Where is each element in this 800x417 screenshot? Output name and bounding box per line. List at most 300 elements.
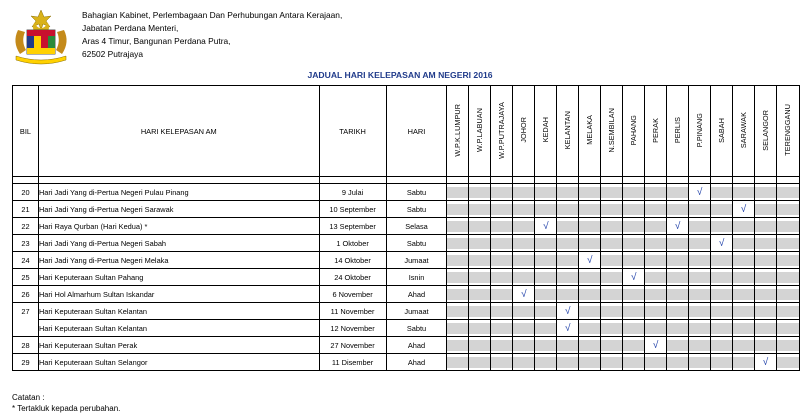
table-row — [13, 218, 800, 235]
state-cell — [579, 201, 601, 218]
shaded-cell — [513, 221, 534, 232]
shaded-cell — [535, 289, 556, 300]
state-cell — [776, 337, 799, 354]
state-label: SARAWAK — [739, 111, 749, 149]
holiday-day: Sabtu — [386, 320, 447, 337]
shaded-cell — [535, 306, 556, 317]
shaded-cell — [601, 306, 622, 317]
state-cell — [557, 184, 579, 201]
state-cell — [491, 235, 513, 252]
shaded-cell — [557, 238, 578, 249]
notes — [12, 392, 120, 414]
shaded-cell — [557, 221, 578, 232]
state-cell — [645, 218, 667, 235]
state-label: W.P.PUTRAJAYA — [497, 101, 507, 159]
state-cell — [601, 201, 623, 218]
state-cell — [755, 286, 777, 303]
shaded-cell — [667, 357, 688, 368]
state-cell — [601, 184, 623, 201]
shaded-cell — [667, 187, 688, 198]
shaded-cell — [601, 340, 622, 351]
check-mark-icon: √ — [565, 322, 571, 334]
state-cell — [469, 252, 491, 269]
shaded-cell — [535, 255, 556, 266]
state-cell — [623, 337, 645, 354]
holiday-date: 1 Oktober — [319, 235, 386, 252]
holiday-date: 6 November — [319, 286, 386, 303]
state-cell — [733, 337, 755, 354]
shaded-cell — [777, 187, 799, 198]
state-cell — [623, 286, 645, 303]
shaded-cell — [755, 255, 776, 266]
shaded-cell — [579, 306, 600, 317]
shaded-cell — [623, 357, 644, 368]
check-mark-icon: √ — [587, 254, 593, 266]
state-cell — [579, 184, 601, 201]
shaded-cell — [777, 221, 799, 232]
state-cell — [733, 252, 755, 269]
state-cell — [447, 252, 469, 269]
state-label: KELANTAN — [563, 110, 573, 150]
spacer-cell — [711, 177, 733, 184]
shaded-cell — [579, 289, 600, 300]
state-cell — [711, 201, 733, 218]
header-state-w-p-labuan — [469, 86, 491, 177]
shaded-cell — [469, 221, 490, 232]
state-cell — [557, 354, 579, 371]
state-cell — [689, 235, 711, 252]
state-label: W.P.LABUAN — [475, 107, 485, 152]
check-mark-icon: √ — [718, 237, 725, 249]
shaded-cell — [645, 272, 666, 283]
state-cell — [667, 184, 689, 201]
state-cell — [469, 337, 491, 354]
shaded-cell — [777, 204, 799, 215]
shaded-cell — [469, 238, 490, 249]
shaded-cell — [469, 289, 490, 300]
spacer-cell — [667, 177, 689, 184]
state-cell — [535, 218, 557, 235]
shaded-cell — [469, 323, 490, 334]
shaded-cell — [491, 323, 512, 334]
table-header-row — [13, 86, 800, 177]
shaded-cell — [777, 323, 799, 334]
shaded-cell — [601, 255, 622, 266]
state-label: N.SEMBILAN — [607, 107, 617, 153]
state-cell — [513, 320, 535, 337]
shaded-cell — [755, 221, 776, 232]
header-day: HARI — [386, 86, 447, 177]
shaded-cell — [579, 204, 600, 215]
state-cell — [557, 252, 579, 269]
shaded-cell — [469, 306, 490, 317]
state-cell — [711, 252, 733, 269]
shaded-cell — [491, 221, 512, 232]
spacer-cell — [601, 177, 623, 184]
state-cell — [557, 218, 579, 235]
shaded-cell — [777, 306, 799, 317]
state-cell — [755, 252, 777, 269]
holiday-date: 24 Oktober — [319, 269, 386, 286]
shaded-cell — [447, 255, 468, 266]
state-cell — [557, 337, 579, 354]
shaded-cell — [447, 306, 468, 317]
state-cell — [623, 201, 645, 218]
check-mark-icon: √ — [652, 339, 659, 351]
shaded-cell — [535, 357, 556, 368]
state-label: SELANGOR — [761, 109, 770, 151]
state-cell — [623, 252, 645, 269]
shaded-cell — [491, 272, 512, 283]
shaded-cell — [447, 204, 468, 215]
check-mark-icon: √ — [696, 186, 703, 198]
shaded-cell — [711, 187, 732, 198]
state-cell — [601, 337, 623, 354]
state-cell — [579, 354, 601, 371]
state-label: W.P.K.LUMPUR — [453, 103, 463, 157]
shaded-cell — [733, 340, 754, 351]
shaded-cell — [733, 238, 754, 249]
state-cell — [579, 320, 601, 337]
shaded-cell — [469, 357, 490, 368]
state-cell — [689, 337, 711, 354]
spacer-cell — [491, 177, 513, 184]
shaded-cell — [535, 204, 556, 215]
shaded-cell — [689, 323, 710, 334]
state-cell — [491, 320, 513, 337]
holiday-day: Ahad — [386, 337, 447, 354]
holiday-name: Hari Raya Qurban (Hari Kedua) * — [38, 218, 319, 235]
table-row — [13, 235, 800, 252]
shaded-cell — [513, 306, 534, 317]
shaded-cell — [755, 340, 776, 351]
holiday-date: 11 November — [319, 303, 386, 320]
table-row — [13, 320, 800, 337]
state-cell — [535, 184, 557, 201]
holiday-day: Jumaat — [386, 252, 447, 269]
shaded-cell — [623, 255, 644, 266]
state-cell — [689, 303, 711, 320]
spacer-cell — [689, 177, 711, 184]
state-cell — [491, 201, 513, 218]
holiday-name: Hari Jadi Yang di-Pertua Negeri Melaka — [38, 252, 319, 269]
holiday-date: 14 Oktober — [319, 252, 386, 269]
state-cell — [645, 354, 667, 371]
state-cell — [557, 269, 579, 286]
holiday-day: Isnin — [386, 269, 447, 286]
shaded-cell — [623, 306, 644, 317]
table-row — [13, 337, 800, 354]
state-cell — [776, 218, 799, 235]
check-mark-icon: √ — [521, 288, 527, 300]
shaded-cell — [667, 306, 688, 317]
state-cell — [645, 252, 667, 269]
shaded-cell — [689, 289, 710, 300]
header-state-perlis — [667, 86, 689, 177]
shaded-cell — [513, 204, 534, 215]
state-cell — [535, 269, 557, 286]
notes-item: * Tertakluk kepada perubahan. — [12, 404, 121, 413]
state-cell — [776, 303, 799, 320]
state-label: PERLIS — [673, 116, 683, 144]
holiday-name: Hari Jadi Yang di-Pertua Negeri Sabah — [38, 235, 319, 252]
shaded-cell — [447, 340, 468, 351]
shaded-cell — [711, 289, 732, 300]
state-cell — [623, 218, 645, 235]
spacer-cell — [776, 177, 799, 184]
shaded-cell — [579, 323, 600, 334]
spacer-row — [13, 177, 800, 184]
state-cell — [535, 354, 557, 371]
notes-label: Catatan : — [12, 393, 45, 402]
shaded-cell — [733, 187, 754, 198]
shaded-cell — [645, 187, 666, 198]
holiday-name: Hari Keputeraan Sultan Kelantan — [38, 303, 319, 320]
state-cell — [733, 235, 755, 252]
shaded-cell — [513, 255, 534, 266]
shaded-cell — [733, 272, 754, 283]
holiday-date: 13 September — [319, 218, 386, 235]
address-line: 62502 Putrajaya — [82, 49, 143, 59]
holiday-day: Selasa — [386, 218, 447, 235]
state-cell — [645, 201, 667, 218]
state-cell — [755, 337, 777, 354]
state-cell — [469, 184, 491, 201]
shaded-cell — [623, 187, 644, 198]
state-cell — [776, 252, 799, 269]
shaded-cell — [469, 340, 490, 351]
shaded-cell — [579, 272, 600, 283]
shaded-cell — [557, 289, 578, 300]
state-cell — [579, 252, 601, 269]
header-state-selangor — [755, 86, 777, 177]
shaded-cell — [689, 357, 710, 368]
state-label: SABAH — [717, 117, 727, 143]
state-cell — [557, 320, 579, 337]
shaded-cell — [667, 204, 688, 215]
shaded-cell — [535, 340, 556, 351]
state-cell — [776, 269, 799, 286]
shaded-cell — [579, 340, 600, 351]
row-number: 21 — [13, 201, 39, 218]
holiday-name: Hari Keputeraan Sultan Kelantan — [38, 320, 319, 337]
shaded-cell — [447, 323, 468, 334]
row-number: 26 — [13, 286, 39, 303]
shaded-cell — [579, 238, 600, 249]
shaded-cell — [755, 238, 776, 249]
state-cell — [776, 286, 799, 303]
state-cell — [557, 235, 579, 252]
shaded-cell — [513, 357, 534, 368]
shaded-cell — [579, 357, 600, 368]
state-cell — [689, 201, 711, 218]
state-cell — [491, 184, 513, 201]
state-cell — [733, 354, 755, 371]
header-state-perak — [645, 86, 667, 177]
shaded-cell — [755, 272, 776, 283]
state-cell — [689, 252, 711, 269]
state-cell — [711, 269, 733, 286]
state-cell — [623, 303, 645, 320]
shaded-cell — [469, 272, 490, 283]
state-cell — [601, 303, 623, 320]
holiday-day: Jumaat — [386, 303, 447, 320]
state-label: JOHOR — [519, 117, 529, 143]
table-row — [13, 184, 800, 201]
row-number — [13, 320, 39, 337]
shaded-cell — [645, 255, 666, 266]
shaded-cell — [447, 272, 468, 283]
shaded-cell — [711, 340, 732, 351]
spacer-cell — [557, 177, 579, 184]
shaded-cell — [667, 289, 688, 300]
state-cell — [557, 201, 579, 218]
shaded-cell — [513, 323, 534, 334]
holiday-day: Ahad — [386, 354, 447, 371]
shaded-cell — [755, 204, 776, 215]
header-state-sarawak — [733, 86, 755, 177]
shaded-cell — [447, 221, 468, 232]
state-cell — [645, 269, 667, 286]
state-cell — [513, 337, 535, 354]
state-cell — [776, 235, 799, 252]
state-cell — [645, 184, 667, 201]
state-cell — [667, 286, 689, 303]
check-mark-icon: √ — [740, 203, 747, 215]
shaded-cell — [667, 238, 688, 249]
state-cell — [755, 218, 777, 235]
state-cell — [755, 303, 777, 320]
shaded-cell — [491, 255, 512, 266]
header-state-p-pinang — [689, 86, 711, 177]
state-cell — [733, 286, 755, 303]
shaded-cell — [491, 357, 512, 368]
state-cell — [513, 252, 535, 269]
table-row — [13, 269, 800, 286]
shaded-cell — [777, 289, 799, 300]
shaded-cell — [689, 238, 710, 249]
state-cell — [776, 320, 799, 337]
shaded-cell — [733, 255, 754, 266]
state-cell — [601, 269, 623, 286]
spacer-cell — [623, 177, 645, 184]
spacer-cell — [755, 177, 777, 184]
spacer-cell — [386, 177, 447, 184]
shaded-cell — [513, 187, 534, 198]
state-cell — [733, 184, 755, 201]
state-cell — [733, 201, 755, 218]
state-cell — [645, 286, 667, 303]
check-mark-icon: √ — [565, 305, 571, 317]
state-cell — [491, 337, 513, 354]
address-line: Aras 4 Timur, Bangunan Perdana Putra, — [82, 36, 231, 46]
check-mark-icon: √ — [674, 220, 681, 232]
check-mark-icon: √ — [630, 271, 637, 283]
state-cell — [755, 235, 777, 252]
state-cell — [579, 235, 601, 252]
state-cell — [776, 354, 799, 371]
shaded-cell — [645, 323, 666, 334]
state-cell — [733, 269, 755, 286]
state-cell — [491, 303, 513, 320]
state-cell — [601, 354, 623, 371]
spacer-cell — [13, 177, 39, 184]
state-cell — [645, 303, 667, 320]
shaded-cell — [645, 238, 666, 249]
holiday-date: 9 Julai — [319, 184, 386, 201]
shaded-cell — [557, 204, 578, 215]
state-cell — [601, 218, 623, 235]
row-number: 23 — [13, 235, 39, 252]
state-cell — [667, 235, 689, 252]
state-cell — [491, 252, 513, 269]
spacer-cell — [645, 177, 667, 184]
state-cell — [447, 235, 469, 252]
state-cell — [645, 320, 667, 337]
address-line: Bahagian Kabinet, Perlembagaan Dan Perhubungan Antara Kerajaan, — [82, 10, 343, 20]
state-cell — [667, 218, 689, 235]
state-cell — [513, 354, 535, 371]
shaded-cell — [733, 357, 754, 368]
state-cell — [535, 337, 557, 354]
state-cell — [579, 337, 601, 354]
state-cell — [733, 303, 755, 320]
header-date: TARIKH — [319, 86, 386, 177]
shaded-cell — [755, 323, 776, 334]
row-number: 20 — [13, 184, 39, 201]
state-cell — [513, 269, 535, 286]
state-cell — [689, 184, 711, 201]
state-cell — [513, 303, 535, 320]
state-cell — [711, 286, 733, 303]
holiday-name: Hari Keputeraan Sultan Selangor — [38, 354, 319, 371]
shaded-cell — [557, 255, 578, 266]
shaded-cell — [667, 272, 688, 283]
header-bil: BIL — [13, 86, 39, 177]
shaded-cell — [557, 357, 578, 368]
holiday-schedule-table — [12, 85, 800, 371]
shaded-cell — [623, 340, 644, 351]
shaded-cell — [667, 255, 688, 266]
state-cell — [667, 320, 689, 337]
shaded-cell — [535, 187, 556, 198]
state-cell — [667, 201, 689, 218]
shaded-cell — [777, 238, 799, 249]
shaded-cell — [645, 221, 666, 232]
shaded-cell — [513, 238, 534, 249]
document-title: JADUAL HARI KELEPASAN AM NEGERI 2016 — [307, 70, 493, 80]
holiday-day: Sabtu — [386, 235, 447, 252]
spacer-cell — [535, 177, 557, 184]
holiday-name: Hari Keputeraan Sultan Perak — [38, 337, 319, 354]
shaded-cell — [645, 289, 666, 300]
state-label: TERENGGANU — [783, 104, 793, 156]
shaded-cell — [601, 187, 622, 198]
shaded-cell — [711, 323, 732, 334]
state-cell — [755, 201, 777, 218]
state-label: PAHANG — [629, 114, 639, 146]
state-cell — [535, 286, 557, 303]
spacer-cell — [447, 177, 469, 184]
shaded-cell — [645, 357, 666, 368]
state-cell — [535, 303, 557, 320]
header-state-w-p-putrajaya — [491, 86, 513, 177]
table-row — [13, 201, 800, 218]
state-cell — [689, 320, 711, 337]
state-cell — [469, 235, 491, 252]
state-cell — [667, 252, 689, 269]
state-cell — [645, 235, 667, 252]
